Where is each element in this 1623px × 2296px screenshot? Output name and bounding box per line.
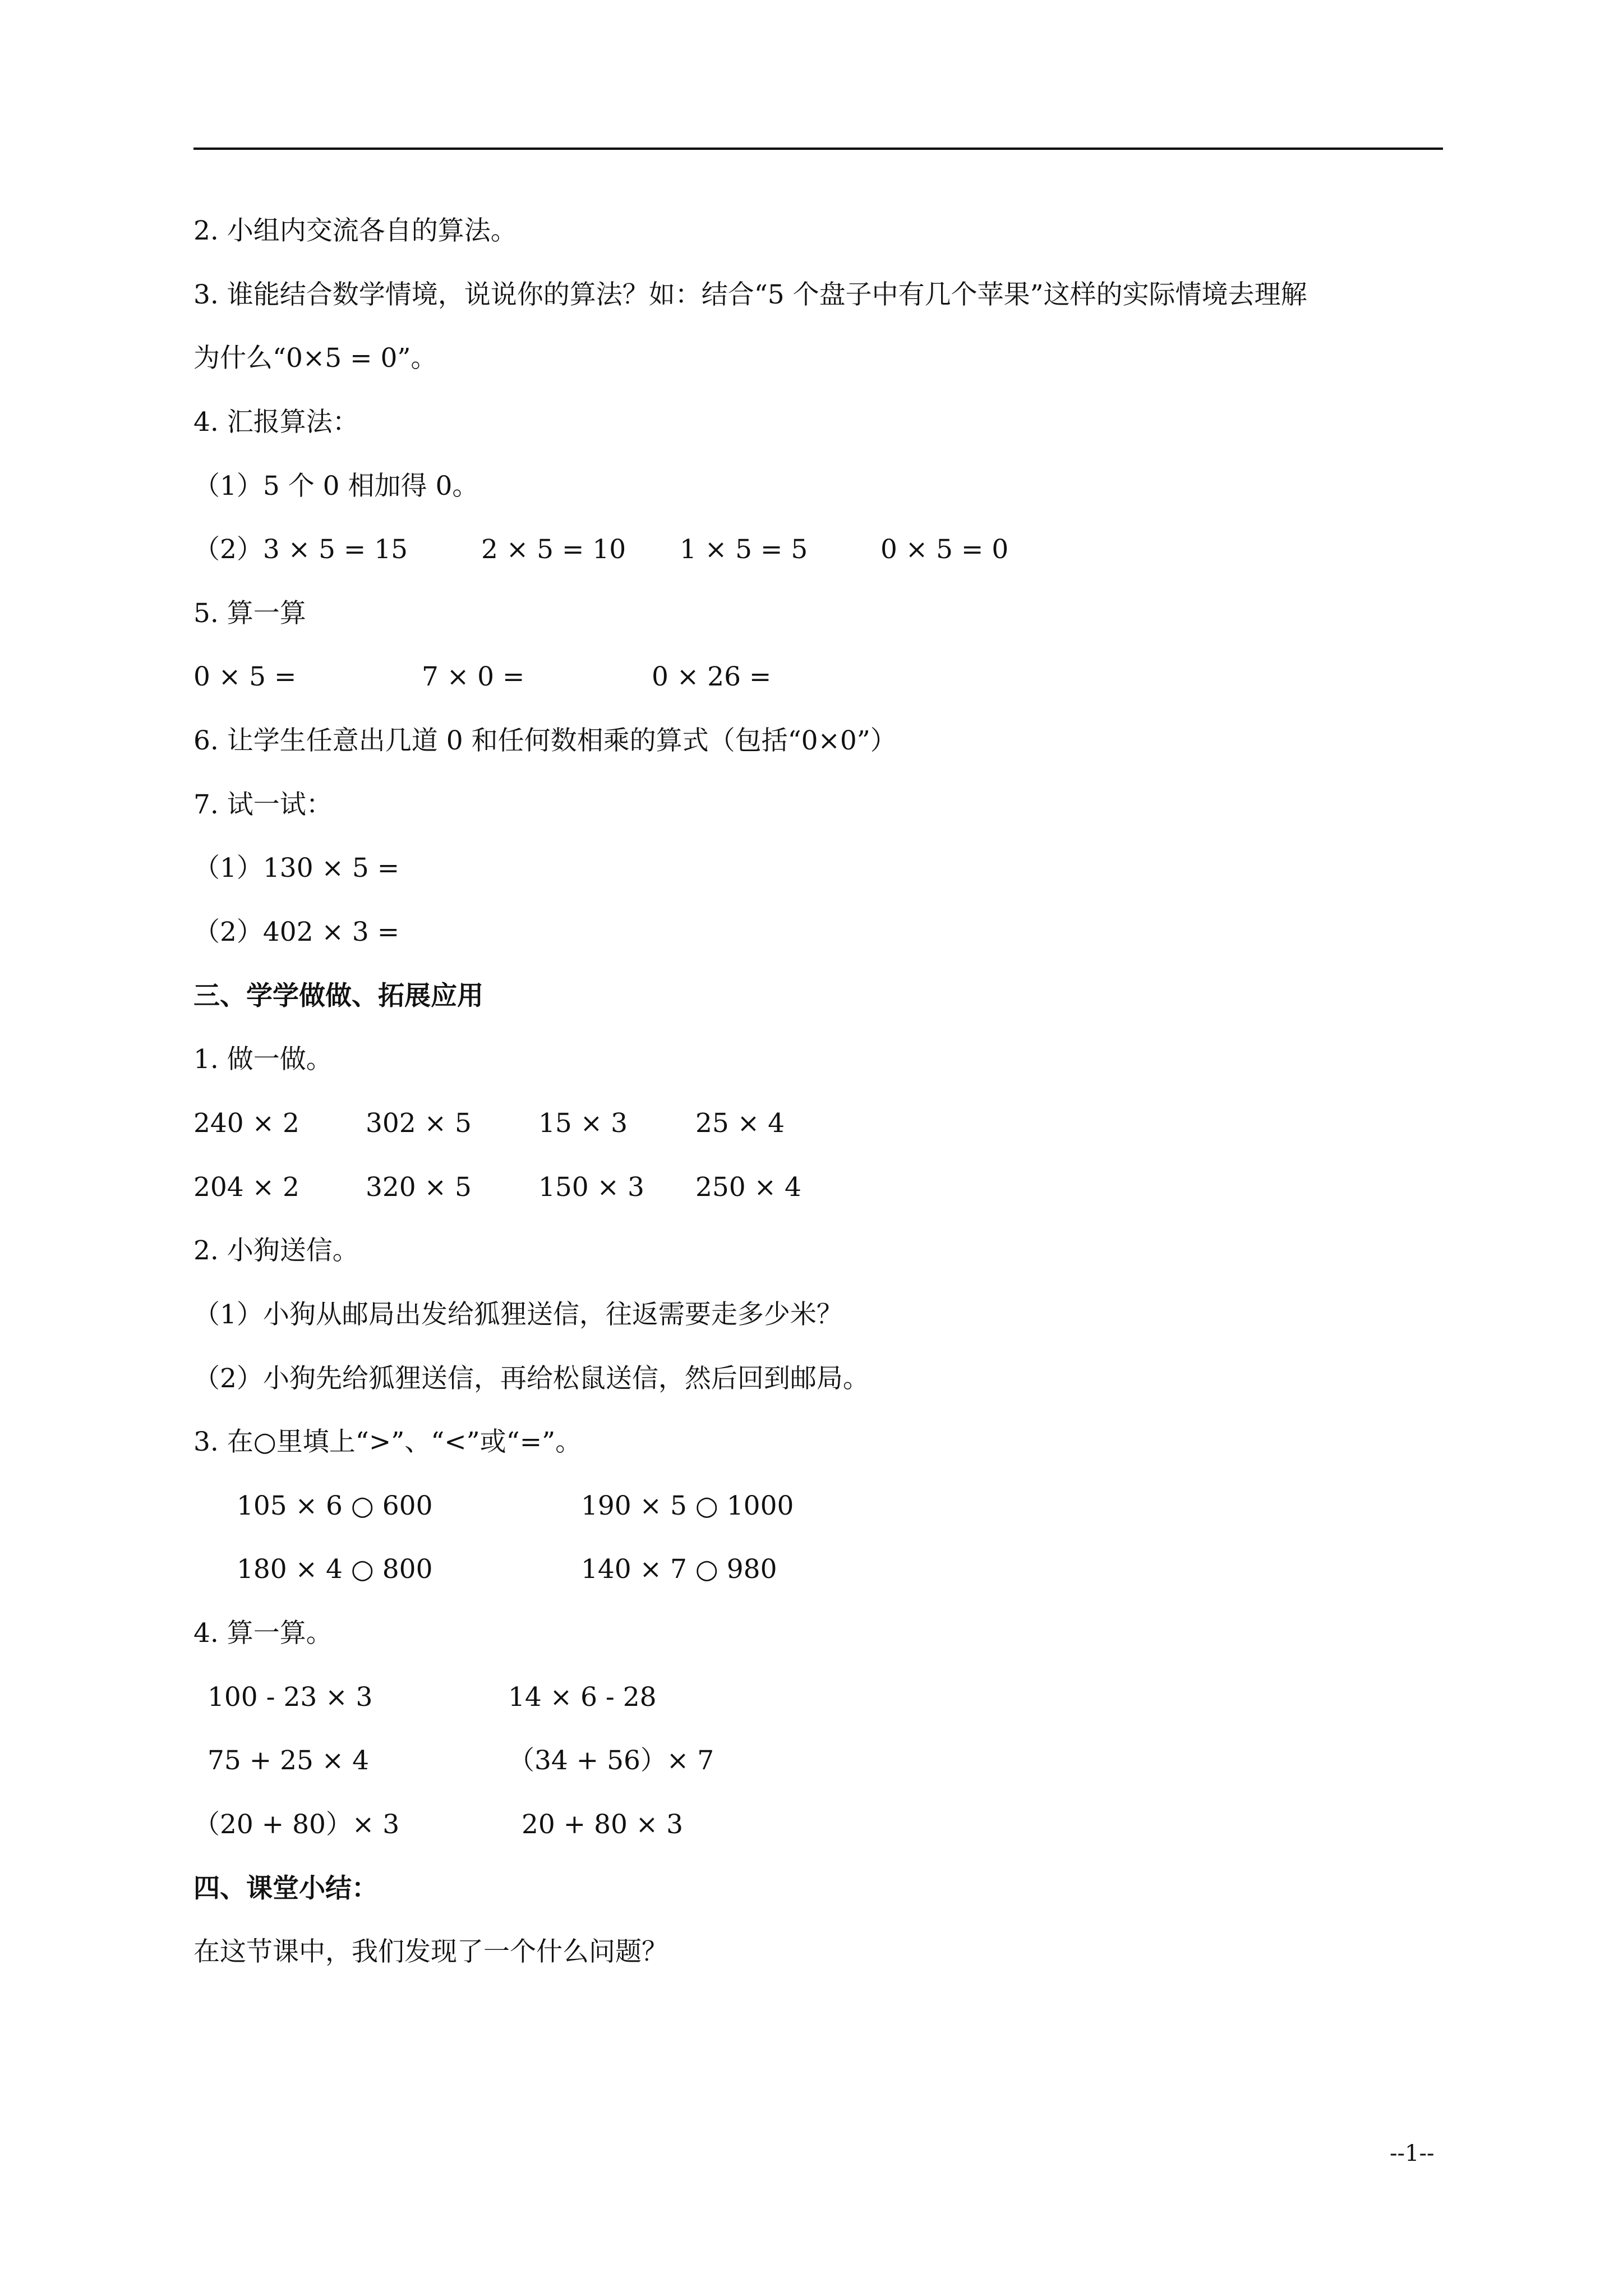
equation: （2）3 × 5 = 15 <box>193 534 408 565</box>
text-line: 5. 算一算 <box>193 598 306 629</box>
text-line: 2. 小狗送信。 <box>193 1235 359 1266</box>
equation: 0 × 5 = 0 <box>880 534 1009 565</box>
text-line: 2. 小组内交流各自的算法。 <box>193 215 517 246</box>
text-line: 1. 做一做。 <box>193 1044 333 1075</box>
comparison: 140 × 7 ○ 980 <box>581 1554 777 1585</box>
expression: 75 + 25 × 4 <box>208 1745 370 1776</box>
expression: 320 × 5 <box>366 1172 472 1203</box>
expression: 250 × 4 <box>695 1172 801 1203</box>
expression: 15 × 3 <box>538 1108 628 1139</box>
text-line: 4. 算一算。 <box>193 1618 333 1649</box>
equation: （2）402 × 3 = <box>193 917 400 947</box>
expression: （20 + 80）× 3 <box>193 1809 400 1840</box>
expression: 100 - 23 × 3 <box>208 1682 373 1713</box>
comparison: 190 × 5 ○ 1000 <box>581 1490 794 1521</box>
text-line: （2）小狗先给狐狸送信，再给松鼠送信，然后回到邮局。 <box>193 1363 869 1394</box>
equation: 2 × 5 = 10 <box>481 534 626 565</box>
text-line: 3. 谁能结合数学情境，说说你的算法？如：结合“5 个盘子中有几个苹果”这样的实际情境去理解 <box>193 279 1307 310</box>
page-number: --1-- <box>1390 2141 1435 2166</box>
comparison: 180 × 4 ○ 800 <box>237 1554 433 1585</box>
equation: 0 × 5 = <box>193 661 297 692</box>
expression: 14 × 6 - 28 <box>508 1682 657 1713</box>
expression: 204 × 2 <box>193 1172 299 1203</box>
text-line: 为什么“0×5 = 0”。 <box>193 343 437 374</box>
text-line: 4. 汇报算法： <box>193 407 359 438</box>
expression: （34 + 56）× 7 <box>508 1745 714 1776</box>
text-line: 7. 试一试： <box>193 789 333 820</box>
equation: 0 × 26 = <box>652 661 772 692</box>
text-line: 6. 让学生任意出几道 0 和任何数相乘的算式（包括“0×0”） <box>193 725 897 756</box>
text-line: （1）小狗从邮局出发给狐狸送信，往返需要走多少米？ <box>193 1299 843 1330</box>
expression: 20 + 80 × 3 <box>522 1809 684 1840</box>
text-line: 3. 在○里填上“>”、“<”或“=”。 <box>193 1427 582 1457</box>
comparison: 105 × 6 ○ 600 <box>237 1490 433 1521</box>
section-heading: 四、课堂小结： <box>193 1873 378 1904</box>
equation: （1）130 × 5 = <box>193 853 400 884</box>
expression: 25 × 4 <box>695 1108 785 1139</box>
text-line: （1）5 个 0 相加得 0。 <box>193 471 479 501</box>
header-rule <box>193 148 1443 150</box>
expression: 302 × 5 <box>366 1108 472 1139</box>
expression: 240 × 2 <box>193 1108 299 1139</box>
section-heading: 三、学学做做、拓展应用 <box>193 981 483 1011</box>
equation: 7 × 0 = <box>422 661 525 692</box>
text-line: 在这节课中，我们发现了一个什么问题？ <box>193 1936 668 1967</box>
expression: 150 × 3 <box>538 1172 644 1203</box>
equation: 1 × 5 = 5 <box>680 534 808 565</box>
